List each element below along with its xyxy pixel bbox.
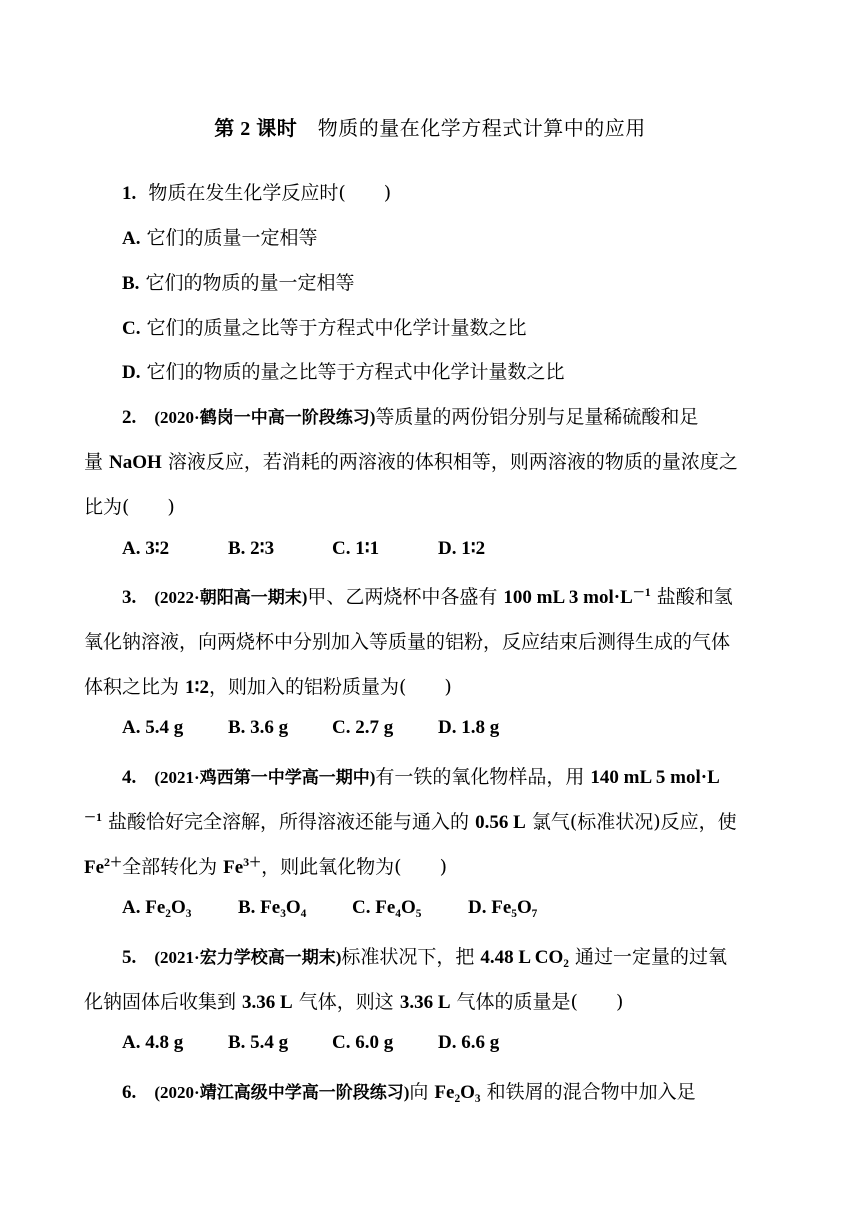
q2-number: 2. [122,407,137,428]
q4-number: 4. [122,767,137,788]
q2-line-2 [84,447,780,474]
superscript: －1 [84,810,103,824]
q3-text: 盐酸和氢 [650,586,733,608]
option-text: 它们的质量一定相等 [146,227,318,249]
q3-line-1 [122,582,780,609]
q1-option-b [122,268,780,295]
q4-text: 全部转化为 [122,856,224,878]
superscript: 3＋ [243,855,262,869]
q3-text: 氧化钠溶液，向两烧杯中分别加入等质量的铝粉，反应结束后测得生成的气体 [84,631,731,653]
q4-options [122,897,780,919]
q4-text: ，则此氧化物为( ) [261,856,447,878]
q3-options [122,717,780,739]
q1-number: 1. [122,183,137,204]
q3-line-3 [84,672,780,699]
option-c: C. Fe₄O₅ [352,897,422,918]
option-b: B. 3.6 g [228,717,289,738]
q5-text: 通过一定量的过氧 [569,946,728,968]
q5-line-2 [84,987,780,1014]
q5-quantity: 3.36 L [399,992,451,1013]
option-d: D. 1∶2 [438,538,486,559]
option-a: A. 4.8 g [122,1032,184,1053]
q2-formula: NaOH [109,452,162,473]
option-letter: B. [122,273,140,294]
q2-line-3 [84,492,780,519]
q4-quantity: 0.56 L [475,812,526,833]
q3-text: ，则加入的铝粉质量为( ) [209,676,452,698]
q3-ratio: 1∶2 [185,677,209,698]
q3-quantity: 100 mL 3 mol·L [503,587,633,608]
q4-source: (2021·鸡西第一中学高一期中) [154,768,376,787]
q1-stem: 物质在发生化学反应时( ) [148,182,392,204]
option-a: A. Fe₂O₃ [122,897,192,918]
q2-source: (2020·鹤岗一中高一阶段练习) [154,408,376,427]
q2-text: 量 [84,451,110,473]
lesson-number: 第 2 课时 [214,118,298,140]
option-d: D. 1.8 g [438,717,500,738]
option-b: B. Fe₃O₄ [238,897,307,918]
q4-line-1 [122,762,780,789]
q4-text: 有一铁的氧化物样品，用 [375,766,591,788]
ion-symbol: Fe [84,857,105,878]
q4-quantity: 140 mL 5 mol·L [590,767,720,788]
q4-line-3 [84,852,780,879]
option-text: 它们的质量之比等于方程式中化学计量数之比 [146,317,527,339]
q3-line-2 [84,627,780,654]
q5-quantity: 3.36 L [242,992,293,1013]
option-letter: C. [122,318,141,339]
q4-text: 氯气(标准状况)反应，使 [525,811,737,833]
option-letter: A. [122,228,141,249]
q3-text: 体积之比为 [84,676,186,698]
option-a: A. 3∶2 [122,538,170,559]
q5-text: 气体的质量是( ) [450,991,624,1013]
q1-stem-line [122,178,780,205]
title-text: 物质的量在化学方程式计算中的应用 [317,116,646,140]
option-b: B. 2∶3 [228,538,275,559]
option-c: C. 2.7 g [332,717,394,738]
q2-options [122,537,780,560]
q5-source: (2021·宏力学校高一期末) [154,948,342,967]
q1-option-c [122,313,780,340]
ion-symbol: Fe [223,857,244,878]
q6-formula: Fe₂O₃ [434,1082,481,1103]
option-d: D. 6.6 g [438,1032,500,1053]
superscript: 2＋ [104,855,123,869]
q2-text: 比为( ) [84,496,175,518]
page-title [0,112,860,141]
q5-line-1 [122,942,780,969]
q6-text: 和铁屑的混合物中加入足 [480,1081,696,1103]
q2-line-1 [122,402,780,429]
option-d: D. Fe₅O₇ [468,897,538,918]
option-text: 它们的物质的量之比等于方程式中化学计量数之比 [146,361,565,383]
q2-text: 等质量的两份铝分别与足量稀硫酸和足 [375,406,699,428]
option-letter: D. [122,362,141,383]
q6-source: (2020·靖江高级中学高一阶段练习) [154,1083,410,1102]
q4-text: 盐酸恰好完全溶解，所得溶液还能与通入的 [102,811,476,833]
q3-source: (2022·朝阳高一期末) [154,588,308,607]
q3-number: 3. [122,587,137,608]
q6-text: 向 [409,1081,435,1103]
q3-text: 甲、乙两烧杯中各盛有 [307,586,504,608]
q5-text: 化钠固体后收集到 [84,991,243,1013]
q6-number: 6. [122,1082,137,1103]
option-a: A. 5.4 g [122,717,184,738]
q5-text: 气体，则这 [292,991,400,1013]
superscript: －1 [632,585,651,599]
q5-quantity: 4.48 L CO₂ [480,947,569,968]
q1-option-d [122,357,780,384]
q4-line-2 [84,807,780,834]
option-text: 它们的物质的量一定相等 [145,272,355,294]
q6-line-1 [122,1077,780,1104]
q1-option-a [122,223,780,250]
q2-text: 溶液反应，若消耗的两溶液的体积相等，则两溶液的物质的量浓度之 [161,451,738,473]
option-b: B. 5.4 g [228,1032,289,1053]
q5-text: 标准状况下，把 [341,946,481,968]
option-c: C. 6.0 g [332,1032,394,1053]
option-c: C. 1∶1 [332,538,380,559]
q5-options [122,1032,780,1054]
q5-number: 5. [122,947,137,968]
